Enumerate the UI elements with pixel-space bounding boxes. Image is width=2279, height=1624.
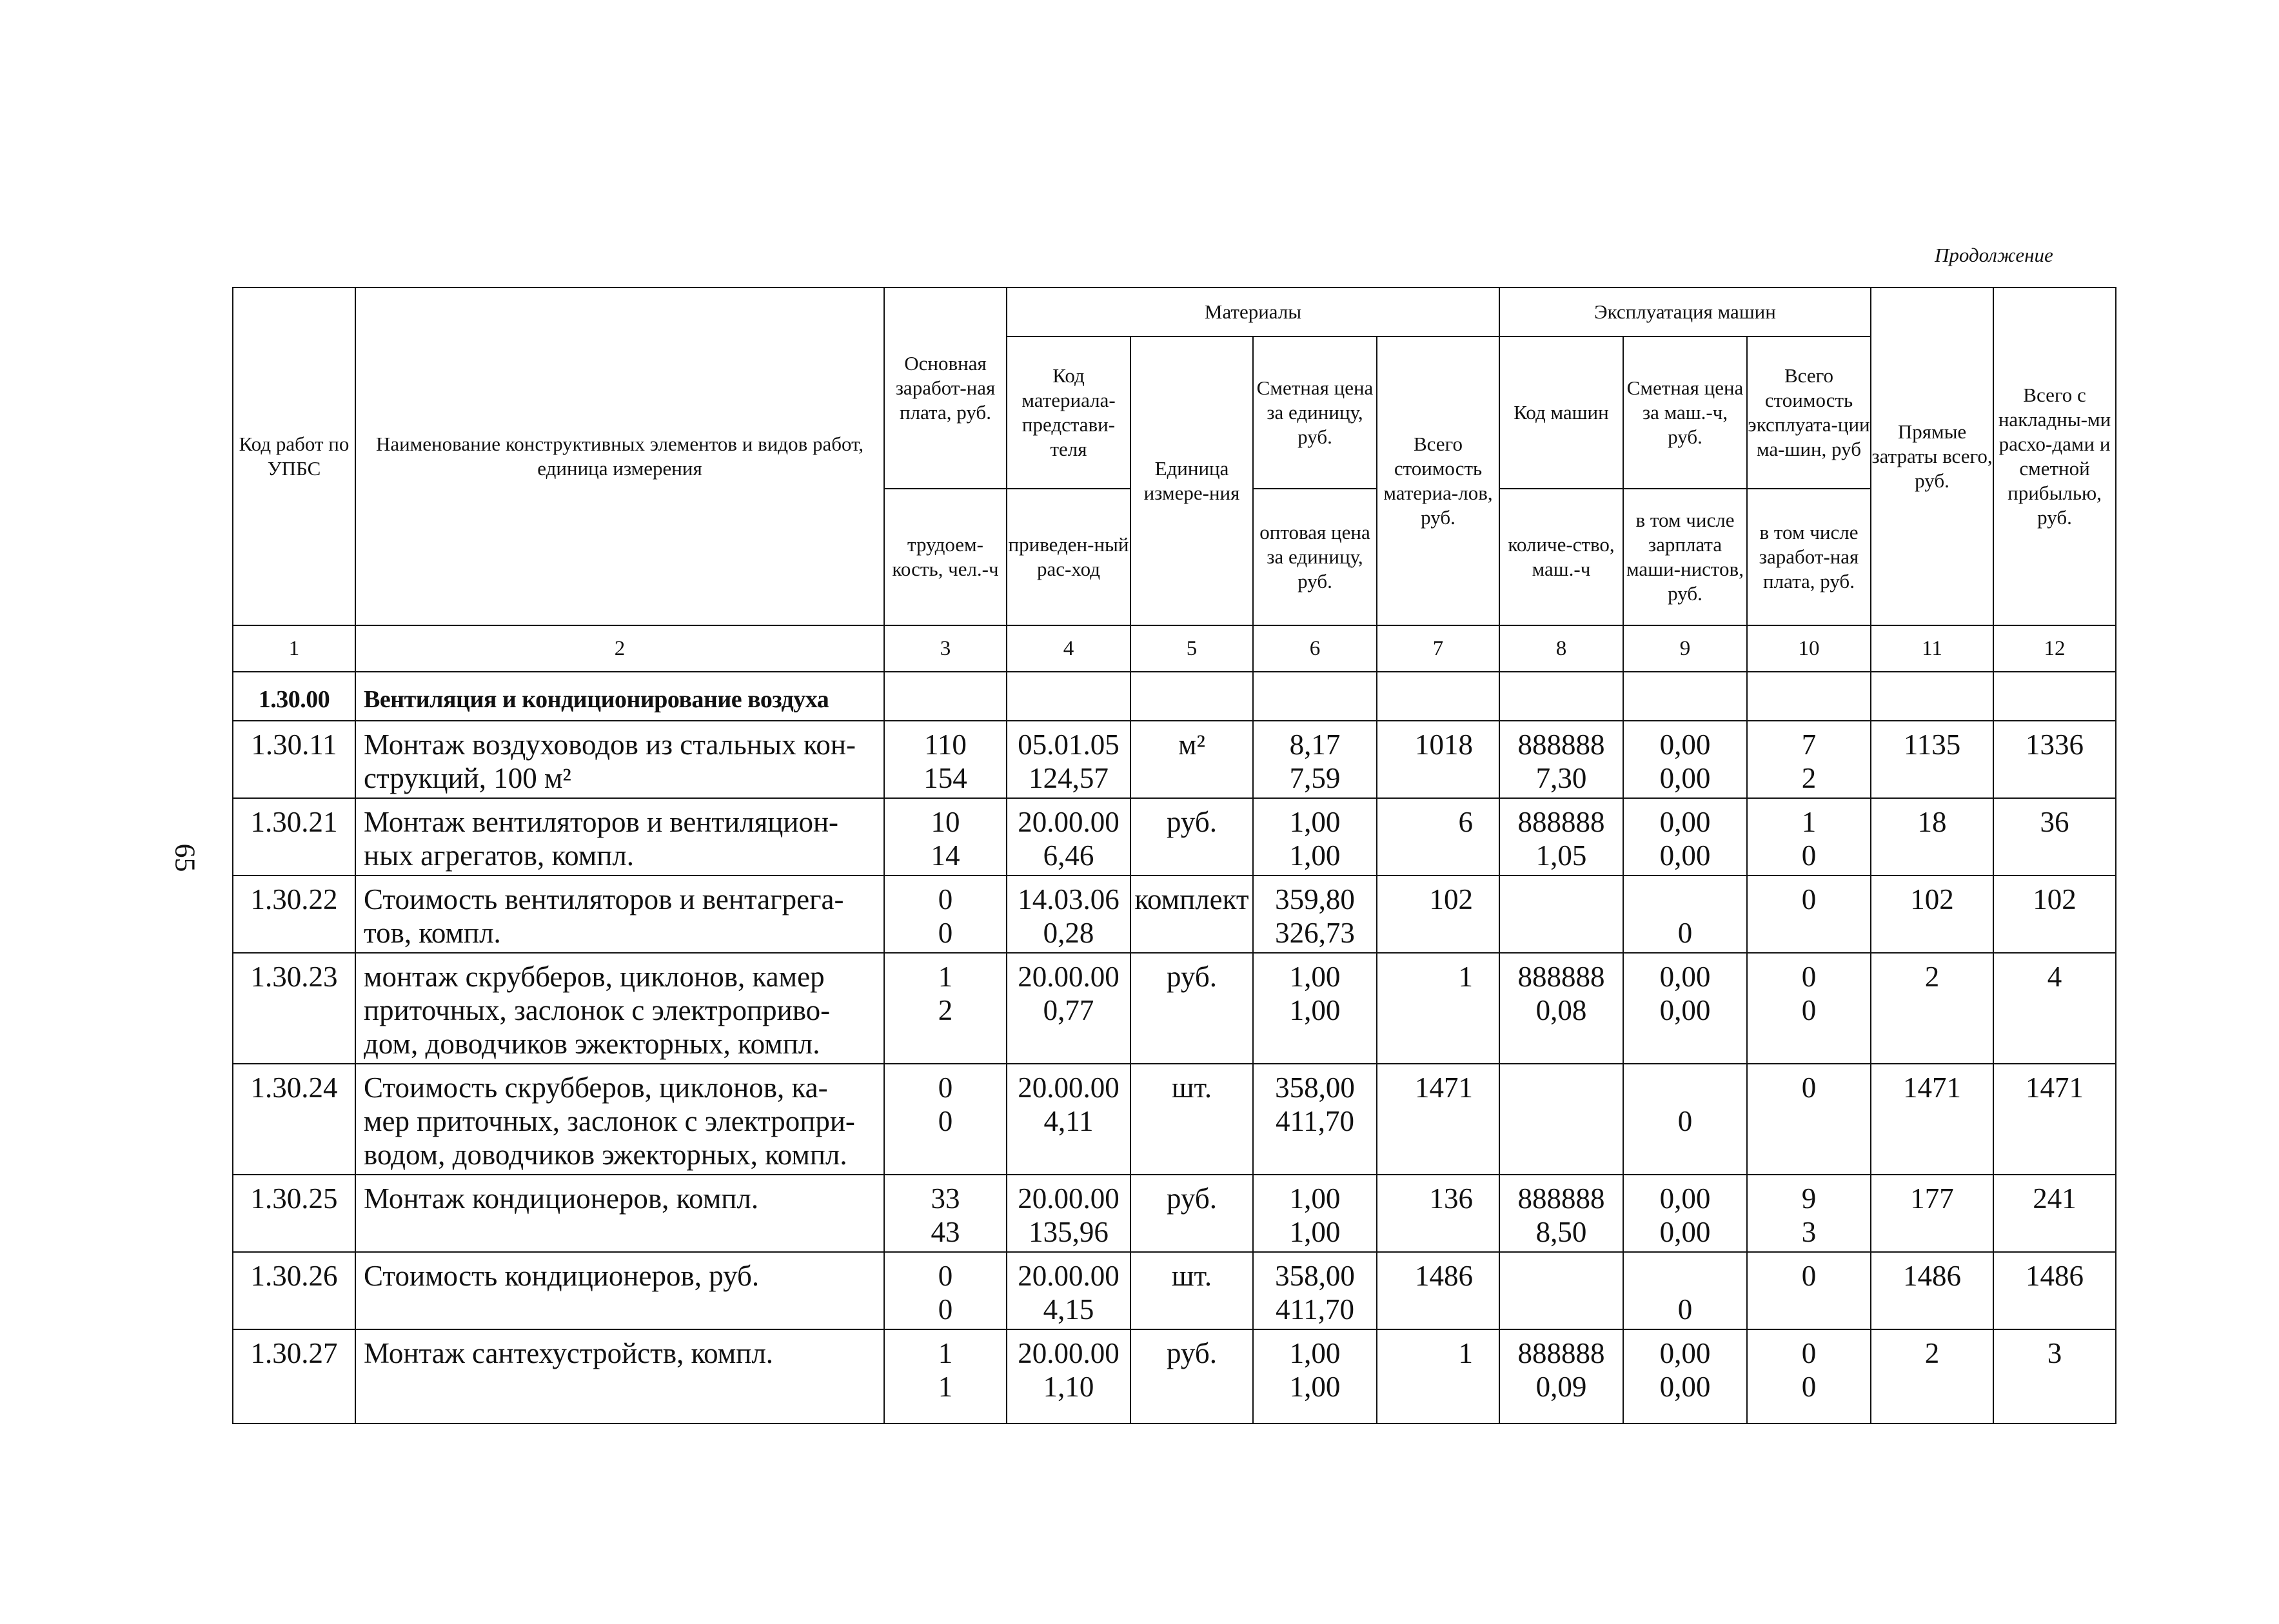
row-price [1253,876,1377,953]
row-value-machine-wage-total: 0 [1801,994,1817,1026]
row-value-machine-wage-total [1748,1104,1870,1138]
table-row [233,1329,2116,1423]
row-value-machine-price: 0,00 [1659,806,1711,838]
row-value-machine-price: 0,00 [1659,1337,1711,1369]
row-value-machine-price [1624,1259,1746,1293]
row-total [1993,1252,2116,1329]
row-direct [1871,953,1993,1064]
row-value-labor: 43 [931,1216,960,1248]
row-price [1253,721,1377,798]
row-value-machine-qty [1500,1293,1623,1326]
row-name [355,1175,884,1252]
row-value-price: 8,17 [1289,729,1341,761]
row-value-total: 3 [2047,1337,2062,1369]
row-code [233,1064,355,1175]
row-value-machine-wage: 0,00 [1659,762,1711,794]
row-mat-total [1377,1064,1499,1175]
row-machine-total [1747,798,1871,876]
row-name-line: мер приточных, заслонок с электропри- [364,1105,855,1137]
row-value-direct: 2 [1924,961,1940,993]
row-value-price: 358,00 [1275,1071,1355,1104]
row-value-consumption: 0,77 [1043,994,1094,1026]
row-machine-price [1623,1064,1747,1175]
row-machine-total [1747,1252,1871,1329]
row-unit [1130,721,1253,798]
row-value-code: 1.30.27 [250,1337,338,1369]
row-value-mat-total: 6 [1458,806,1473,838]
row-value-wage: 1 [938,1337,953,1369]
row-direct [1871,798,1993,876]
row-value-code: 1.30.21 [250,806,338,838]
row-machine-total [1747,876,1871,953]
row-machine [1499,1329,1623,1423]
row-name [355,876,884,953]
row-value-machine-qty: 7,30 [1535,762,1587,794]
row-value-mat-total: 1471 [1415,1071,1473,1104]
row-value-total: 1336 [2026,729,2084,761]
row-name [355,1252,884,1329]
row-name-line: струкций, 100 м² [364,762,571,794]
table-row [233,1252,2116,1329]
row-code [233,721,355,798]
row-value-mat-total: 136 [1429,1182,1473,1215]
header-machine-total: Всего стоимость эксплуата-ции ма-шин, руб [1747,337,1871,489]
header-machine-code: Код машин [1499,337,1623,489]
row-mat-total [1377,721,1499,798]
row-machine-price [1623,798,1747,876]
row-value-mat-code: 20.00.00 [1018,961,1120,993]
header-mat-consumption: приведен-ный рас-ход [1007,489,1130,625]
row-value-machine-total: 0 [1801,1337,1817,1369]
row-value-mat-total: 1 [1458,961,1473,993]
row-name-line: водом, доводчиков эжекторных, компл. [364,1139,847,1171]
row-material [1007,721,1130,798]
row-name [355,798,884,876]
row-machine-total [1747,1175,1871,1252]
row-machine-price [1623,953,1747,1064]
row-price [1253,1329,1377,1423]
row-wage-labor [884,953,1007,1064]
row-name-line: приточных, заслонок с электроприво- [364,994,831,1026]
row-material [1007,1329,1130,1423]
row-code [233,1175,355,1252]
row-machine-total [1747,1329,1871,1423]
row-machine-price [1623,721,1747,798]
row-value-unit: руб. [1167,961,1217,993]
row-value-direct: 18 [1917,806,1947,838]
row-value-total: 4 [2047,961,2062,993]
column-number: 10 [1747,625,1871,672]
row-value-unit: комплект [1134,883,1249,915]
column-number: 2 [355,625,884,672]
row-value-machine-price [1624,1071,1746,1104]
row-value-wholesale: 1,00 [1289,994,1341,1026]
row-value-direct: 1135 [1903,729,1961,761]
table-row [233,876,2116,953]
row-value-direct: 2 [1924,1337,1940,1369]
header-direct: Прямые затраты всего, руб. [1871,288,1993,625]
row-direct [1871,876,1993,953]
row-value-labor: 0 [938,1293,953,1326]
row-value-mat-code: 20.00.00 [1018,806,1120,838]
row-price [1253,798,1377,876]
row-value-machine-price: 0,00 [1659,961,1711,993]
row-machine-price [1623,1252,1747,1329]
column-number: 12 [1993,625,2116,672]
row-value-machine-price: 0,00 [1659,729,1711,761]
row-total [1993,1329,2116,1423]
row-machine [1499,1252,1623,1329]
column-number: 1 [233,625,355,672]
row-value-wholesale: 7,59 [1289,762,1341,794]
row-value-machine-wage-total [1748,916,1870,950]
row-value-machine-code [1500,1259,1623,1293]
row-name [355,1064,884,1175]
row-value-direct: 1471 [1903,1071,1962,1104]
row-value-machine-total: 0 [1801,1071,1817,1104]
row-machine [1499,1064,1623,1175]
row-value-machine-wage-total [1748,1293,1870,1326]
table-row [233,721,2116,798]
row-unit [1130,1252,1253,1329]
row-value-consumption: 4,11 [1043,1105,1094,1137]
row-value-code: 1.30.26 [250,1260,338,1292]
header-grand-total: Всего с накладны-ми расхо-дами и сметной прибылью, руб. [1993,288,2116,625]
row-value-machine-wage: 0 [1677,1293,1693,1326]
row-wage-labor [884,1175,1007,1252]
row-unit [1130,1175,1253,1252]
row-value-code: 1.30.24 [250,1071,338,1104]
row-value-mat-total: 1 [1458,1337,1473,1369]
row-machine [1499,953,1623,1064]
row-value-labor: 14 [931,839,960,872]
row-value-unit: шт. [1171,1071,1212,1104]
row-value-machine-qty: 8,50 [1535,1216,1587,1248]
row-value-machine-total: 7 [1801,729,1817,761]
header-unit: Единица измере-ния [1130,337,1253,625]
row-name-line: Монтаж кондиционеров, компл. [364,1182,759,1215]
row-value-wholesale: 1,00 [1289,1216,1341,1248]
row-machine-price [1623,1175,1747,1252]
row-value-machine-wage: 0 [1677,1105,1693,1137]
row-value-unit: шт. [1171,1260,1212,1292]
header-machines: Эксплуатация машин [1499,288,1871,337]
row-mat-total [1377,876,1499,953]
row-value-machine-total: 0 [1801,961,1817,993]
table-body [233,672,2116,1423]
row-value-mat-code: 20.00.00 [1018,1182,1120,1215]
row-material [1007,798,1130,876]
column-number: 6 [1253,625,1377,672]
row-value-machine-wage-total: 0 [1801,1371,1817,1403]
row-value-direct: 102 [1910,883,1954,915]
row-material [1007,1064,1130,1175]
header-est-price: Сметная цена за единицу, руб. [1253,337,1377,489]
row-unit [1130,1064,1253,1175]
row-name-line: Монтаж сантехустройств, компл. [364,1337,774,1369]
table-row [233,798,2116,876]
row-value-direct: 1486 [1903,1260,1962,1292]
row-machine-total [1747,721,1871,798]
row-wage-labor [884,1064,1007,1175]
row-material [1007,1175,1130,1252]
row-name [355,953,884,1064]
row-total [1993,1064,2116,1175]
header-wholesale-price: оптовая цена за единицу, руб. [1253,489,1377,625]
continuation-label: Продолжение [1935,244,2053,266]
row-value-code: 1.30.22 [250,883,338,915]
estimate-table [232,287,2116,1424]
row-value-machine-qty [1500,1104,1623,1138]
header-machine-wage-incl: в том числе зарплата маши-нистов, руб. [1623,489,1747,625]
header-wage: Основная заработ-ная плата, руб. [884,288,1007,489]
row-value-machine-total: 0 [1801,1260,1817,1292]
row-value-unit: руб. [1167,1182,1217,1215]
row-value-wage: 0 [938,1071,953,1104]
row-wage-labor [884,876,1007,953]
row-value-labor: 154 [923,762,967,794]
header-machine-price: Сметная цена за маш.-ч, руб. [1623,337,1747,489]
column-number: 11 [1871,625,1993,672]
row-name-line: монтаж скрубберов, циклонов, камер [364,961,825,993]
row-total [1993,798,2116,876]
row-value-total: 36 [2040,806,2069,838]
row-value-machine-qty: 0,09 [1535,1371,1587,1403]
row-value-wage: 110 [924,729,967,761]
row-value-machine-qty [1500,916,1623,950]
row-value-wholesale: 411,70 [1275,1105,1355,1137]
row-value-mat-total: 1018 [1415,729,1473,761]
column-number: 5 [1130,625,1253,672]
row-direct [1871,1252,1993,1329]
row-price [1253,1252,1377,1329]
row-unit [1130,798,1253,876]
row-wage-labor [884,1252,1007,1329]
section-code: 1.30.00 [233,672,355,721]
row-direct [1871,1329,1993,1423]
row-value-machine-wage: 0,00 [1659,839,1711,872]
row-code [233,1252,355,1329]
column-number: 8 [1499,625,1623,672]
row-machine-price [1623,876,1747,953]
row-total [1993,721,2116,798]
row-code [233,953,355,1064]
row-mat-total [1377,798,1499,876]
header-name: Наименование конструктивных элементов и видов работ, единица измерения [355,288,884,625]
row-value-code: 1.30.23 [250,961,338,993]
header-code: Код работ по УПБС [233,288,355,625]
row-machine [1499,798,1623,876]
row-value-price: 1,00 [1289,1182,1341,1215]
row-mat-total [1377,1329,1499,1423]
header-labor: трудоем-кость, чел.-ч [884,489,1007,625]
row-value-wage: 0 [938,883,953,915]
row-value-unit: руб. [1167,806,1217,838]
row-name-line: Монтаж воздуховодов из стальных кон- [364,729,856,761]
row-value-mat-code: 05.01.05 [1018,729,1120,761]
row-machine [1499,721,1623,798]
row-value-machine-wage-total: 3 [1801,1216,1817,1248]
row-value-machine-total: 9 [1801,1182,1817,1215]
row-value-total: 1486 [2026,1260,2084,1292]
row-value-code: 1.30.11 [251,729,337,761]
row-value-price: 358,00 [1275,1260,1355,1292]
row-value-machine-total: 0 [1801,883,1817,915]
row-value-machine-code: 888888 [1517,1182,1605,1215]
row-code [233,798,355,876]
row-value-machine-wage: 0 [1677,917,1693,949]
row-price [1253,953,1377,1064]
row-material [1007,876,1130,953]
row-name-line: Стоимость вентиляторов и вентагрега- [364,883,844,915]
row-value-wholesale: 411,70 [1275,1293,1355,1326]
row-value-wage: 0 [938,1260,953,1292]
row-value-total: 102 [2033,883,2077,915]
row-wage-labor [884,1329,1007,1423]
row-value-consumption: 4,15 [1043,1293,1094,1326]
row-value-mat-total: 1486 [1415,1260,1473,1292]
row-wage-labor [884,721,1007,798]
row-value-machine-price: 0,00 [1659,1182,1711,1215]
row-value-machine-code: 888888 [1517,729,1605,761]
row-value-direct: 177 [1910,1182,1954,1215]
row-value-wholesale: 1,00 [1289,1371,1341,1403]
row-value-mat-code: 20.00.00 [1018,1260,1120,1292]
row-unit [1130,953,1253,1064]
row-name-line: ных агрегатов, компл. [364,839,635,872]
row-machine [1499,876,1623,953]
row-value-machine-qty: 1,05 [1535,839,1587,872]
column-number: 9 [1623,625,1747,672]
row-value-wage: 1 [938,961,953,993]
row-value-labor: 1 [938,1371,953,1403]
row-value-price: 359,80 [1275,883,1355,915]
table-header [233,288,2116,672]
row-machine-price [1623,1329,1747,1423]
row-value-price: 1,00 [1289,806,1341,838]
row-value-machine-code: 888888 [1517,1337,1605,1369]
column-number: 4 [1007,625,1130,672]
row-value-consumption: 1,10 [1043,1371,1094,1403]
row-total [1993,876,2116,953]
row-unit [1130,876,1253,953]
row-name-line: Стоимость кондиционеров, руб. [364,1260,760,1292]
row-value-machine-wage-total: 2 [1801,762,1817,794]
estimate-table-wrapper [232,287,2116,1424]
row-name-line: дом, доводчиков эжекторных, компл. [364,1028,820,1060]
row-machine-total [1747,1064,1871,1175]
row-value-unit: м² [1178,729,1205,761]
row-value-machine-code [1500,883,1623,916]
row-value-unit: руб. [1167,1337,1217,1369]
header-mat-total: Всего стоимость материа-лов, руб. [1377,337,1499,625]
row-value-mat-code: 14.03.06 [1018,883,1120,915]
row-name-line: Монтаж вентиляторов и вентиляцион- [364,806,839,838]
page-number: 65 [169,843,201,872]
row-total [1993,953,2116,1064]
row-value-machine-code: 888888 [1517,806,1605,838]
column-number: 7 [1377,625,1499,672]
row-name [355,721,884,798]
row-value-wholesale: 326,73 [1275,917,1355,949]
row-name-line: Стоимость скрубберов, циклонов, ка- [364,1071,828,1104]
row-machine [1499,1175,1623,1252]
row-value-code: 1.30.25 [250,1182,338,1215]
section-title: Вентиляция и кондиционирование воздуха [355,672,884,721]
row-value-total: 241 [2033,1182,2077,1215]
row-material [1007,953,1130,1064]
row-value-machine-price [1624,883,1746,916]
row-direct [1871,1064,1993,1175]
row-code [233,876,355,953]
row-value-wage: 33 [931,1182,960,1215]
row-direct [1871,721,1993,798]
row-value-consumption: 0,28 [1043,917,1094,949]
row-value-machine-code: 888888 [1517,961,1605,993]
row-price [1253,1064,1377,1175]
table-row [233,1064,2116,1175]
header-machine-qty: количе-ство, маш.-ч [1499,489,1623,625]
row-code [233,1329,355,1423]
row-mat-total [1377,953,1499,1064]
row-value-wage: 10 [931,806,960,838]
row-price [1253,1175,1377,1252]
row-value-labor: 2 [938,994,953,1026]
row-value-labor: 0 [938,917,953,949]
column-number: 3 [884,625,1007,672]
row-total [1993,1175,2116,1252]
row-value-machine-wage: 0,00 [1659,1371,1711,1403]
row-value-machine-qty: 0,08 [1535,994,1587,1026]
header-mat-code: Код материала-представи-теля [1007,337,1130,489]
header-machine-wage-total: в том числе заработ-ная плата, руб. [1747,489,1871,625]
table-row [233,1175,2116,1252]
row-value-machine-wage: 0,00 [1659,994,1711,1026]
row-value-wholesale: 1,00 [1289,839,1341,872]
row-mat-total [1377,1252,1499,1329]
row-value-machine-wage-total: 0 [1801,839,1817,872]
row-value-total: 1471 [2026,1071,2084,1104]
row-value-price: 1,00 [1289,1337,1341,1369]
section-row [233,672,2116,721]
row-value-machine-wage: 0,00 [1659,1216,1711,1248]
header-materials: Материалы [1007,288,1499,337]
row-value-consumption: 135,96 [1029,1216,1109,1248]
row-name-line: тов, компл. [364,917,501,949]
row-unit [1130,1329,1253,1423]
row-value-price: 1,00 [1289,961,1341,993]
row-name [355,1329,884,1423]
row-value-machine-code [1500,1071,1623,1104]
row-wage-labor [884,798,1007,876]
row-mat-total [1377,1175,1499,1252]
row-value-consumption: 6,46 [1043,839,1094,872]
row-material [1007,1252,1130,1329]
row-value-mat-code: 20.00.00 [1018,1071,1120,1104]
row-value-mat-code: 20.00.00 [1018,1337,1120,1369]
row-value-labor: 0 [938,1105,953,1137]
row-value-machine-total: 1 [1801,806,1817,838]
column-number-row [233,625,2116,672]
row-value-mat-total: 102 [1429,883,1473,915]
row-direct [1871,1175,1993,1252]
row-machine-total [1747,953,1871,1064]
table-row [233,953,2116,1064]
row-value-consumption: 124,57 [1029,762,1109,794]
